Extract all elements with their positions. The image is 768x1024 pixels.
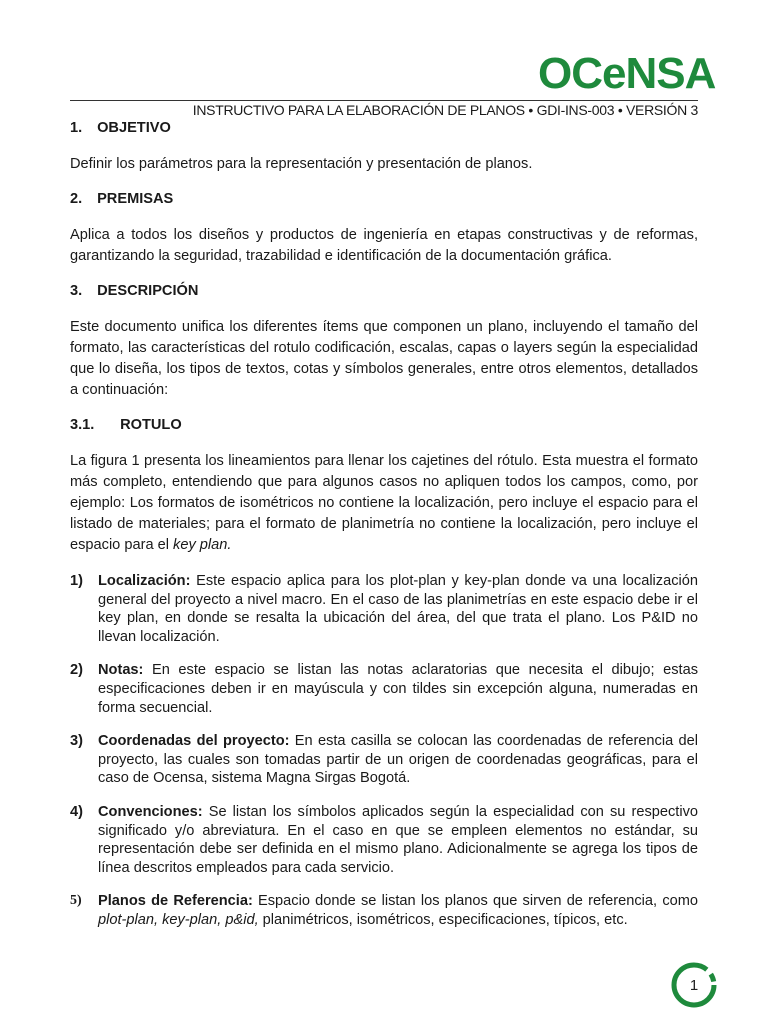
section-number: 3.1. bbox=[70, 417, 95, 433]
logo-letters: CeNSA bbox=[571, 49, 716, 98]
section-heading-rotulo bbox=[70, 415, 698, 436]
list-item-text: planimétricos, isométricos, especificaciones, típicos, etc. bbox=[258, 911, 628, 928]
list-item bbox=[70, 572, 698, 646]
section-paragraph bbox=[70, 451, 698, 556]
list-marker: 1) bbox=[70, 573, 83, 589]
list-marker: 2) bbox=[70, 662, 83, 679]
section-number: 1. bbox=[70, 120, 83, 136]
section-paragraph: Aplica a todos los diseños y productos de ingeniería en etapas constructivas y de reformas, garantizando la seguridad, trazabilidad e identificación de la documentación gráfica. bbox=[70, 227, 698, 264]
list-item-term: Convenciones: bbox=[98, 803, 203, 820]
section-title: ROTULO bbox=[120, 417, 182, 433]
list-item-term: Localización: bbox=[98, 573, 191, 589]
section-number: 3. bbox=[70, 283, 83, 299]
logo-letter-o: O bbox=[538, 49, 572, 98]
list-item-text: En este espacio se listan las notas aclaratorias que necesita el dibujo; estas especificaciones deben ir en mayúscula y con tildes sin excepción alguna, numeradas en forma secuencial. bbox=[98, 662, 698, 716]
list-item bbox=[70, 892, 698, 929]
list-item-term: Planos de Referencia: bbox=[98, 893, 253, 910]
list-item-text: Este espacio aplica para los plot-plan y key-plan donde va una localización general del proyecto a nivel macro. En el caso de las planimetrías en este espacio debe ir el key plan, en donde se resalta la ubicación del área, del que trata el plano. Los P&ID no llevan localización. bbox=[98, 573, 698, 645]
list-item-term: Notas: bbox=[98, 662, 144, 679]
list-item-emphasis: plot-plan, key-plan, p&id, bbox=[98, 911, 259, 928]
document-body bbox=[70, 118, 698, 930]
list-item bbox=[70, 803, 698, 877]
section-heading-objetivo bbox=[70, 118, 698, 139]
section-heading-descripcion bbox=[70, 281, 698, 302]
paragraph-text: La figura 1 presenta los lineamientos para llenar los cajetines del rótulo. Esta muestra el formato más completo, entendiendo que para algunos casos no apliquen todos los campos, como, por ejemplo: Los formatos de isométricos no contiene la localización, pero incluye el espacio para el listado de materiales; para el formato de planimetría no contiene la localización, pero incluye el espacio para el bbox=[70, 453, 698, 553]
list-marker: 4) bbox=[70, 803, 83, 820]
section-paragraph: Este documento unifica los diferentes ítems que componen un plano, incluyendo el tamaño del formato, las características del rotulo codificación, escalas, capas o layers según la especialidad que lo diseña, los tipos de textos, cotas y símbolos generales, entre otros elementos, detallados a continuación: bbox=[70, 319, 698, 398]
section-title: DESCRIPCIÓN bbox=[97, 283, 199, 299]
list-marker: 5) bbox=[70, 893, 82, 909]
list-item-text: Se listan los símbolos aplicados según la especialidad con su respectivo significado y/o abreviatura. En el caso en que se empleen elementos no estándar, su representación debe ser definida en el mismo plano. Adicionalmente se agrega los tipos de línea descritos empleados para cada servicio. bbox=[98, 803, 698, 876]
rotulo-field-list bbox=[70, 572, 698, 930]
list-item-text: En esta casilla se colocan las coordenadas de referencia del proyecto, las cuales son tomadas partir de un origen de coordenadas geográficas, para el caso de Ocensa, sistema Magna Sirgas Bogotá. bbox=[98, 733, 698, 787]
section-title: PREMISAS bbox=[97, 191, 174, 207]
section-paragraph: Definir los parámetros para la representación y presentación de planos. bbox=[70, 156, 533, 172]
paragraph-emphasis: key plan. bbox=[173, 537, 232, 553]
list-marker: 3) bbox=[70, 733, 83, 750]
section-number: 2. bbox=[70, 191, 83, 207]
list-item-term: Coordenadas del proyecto: bbox=[98, 733, 290, 750]
section-title: OBJETIVO bbox=[97, 120, 171, 136]
header-rule bbox=[70, 100, 698, 101]
list-item bbox=[70, 661, 698, 717]
list-item bbox=[70, 732, 698, 788]
page-number: 1 bbox=[689, 976, 699, 994]
section-heading-premisas bbox=[70, 189, 698, 210]
page-number-badge bbox=[670, 961, 718, 1009]
list-item-text: Espacio donde se listan los planos que sirven de referencia, como bbox=[252, 893, 699, 910]
document-header: INSTRUCTIVO PARA LA ELABORACIÓN DE PLANOS • GDI-INS-003 • VERSIÓN 3 bbox=[192, 102, 698, 118]
ocensa-logo bbox=[538, 49, 716, 98]
